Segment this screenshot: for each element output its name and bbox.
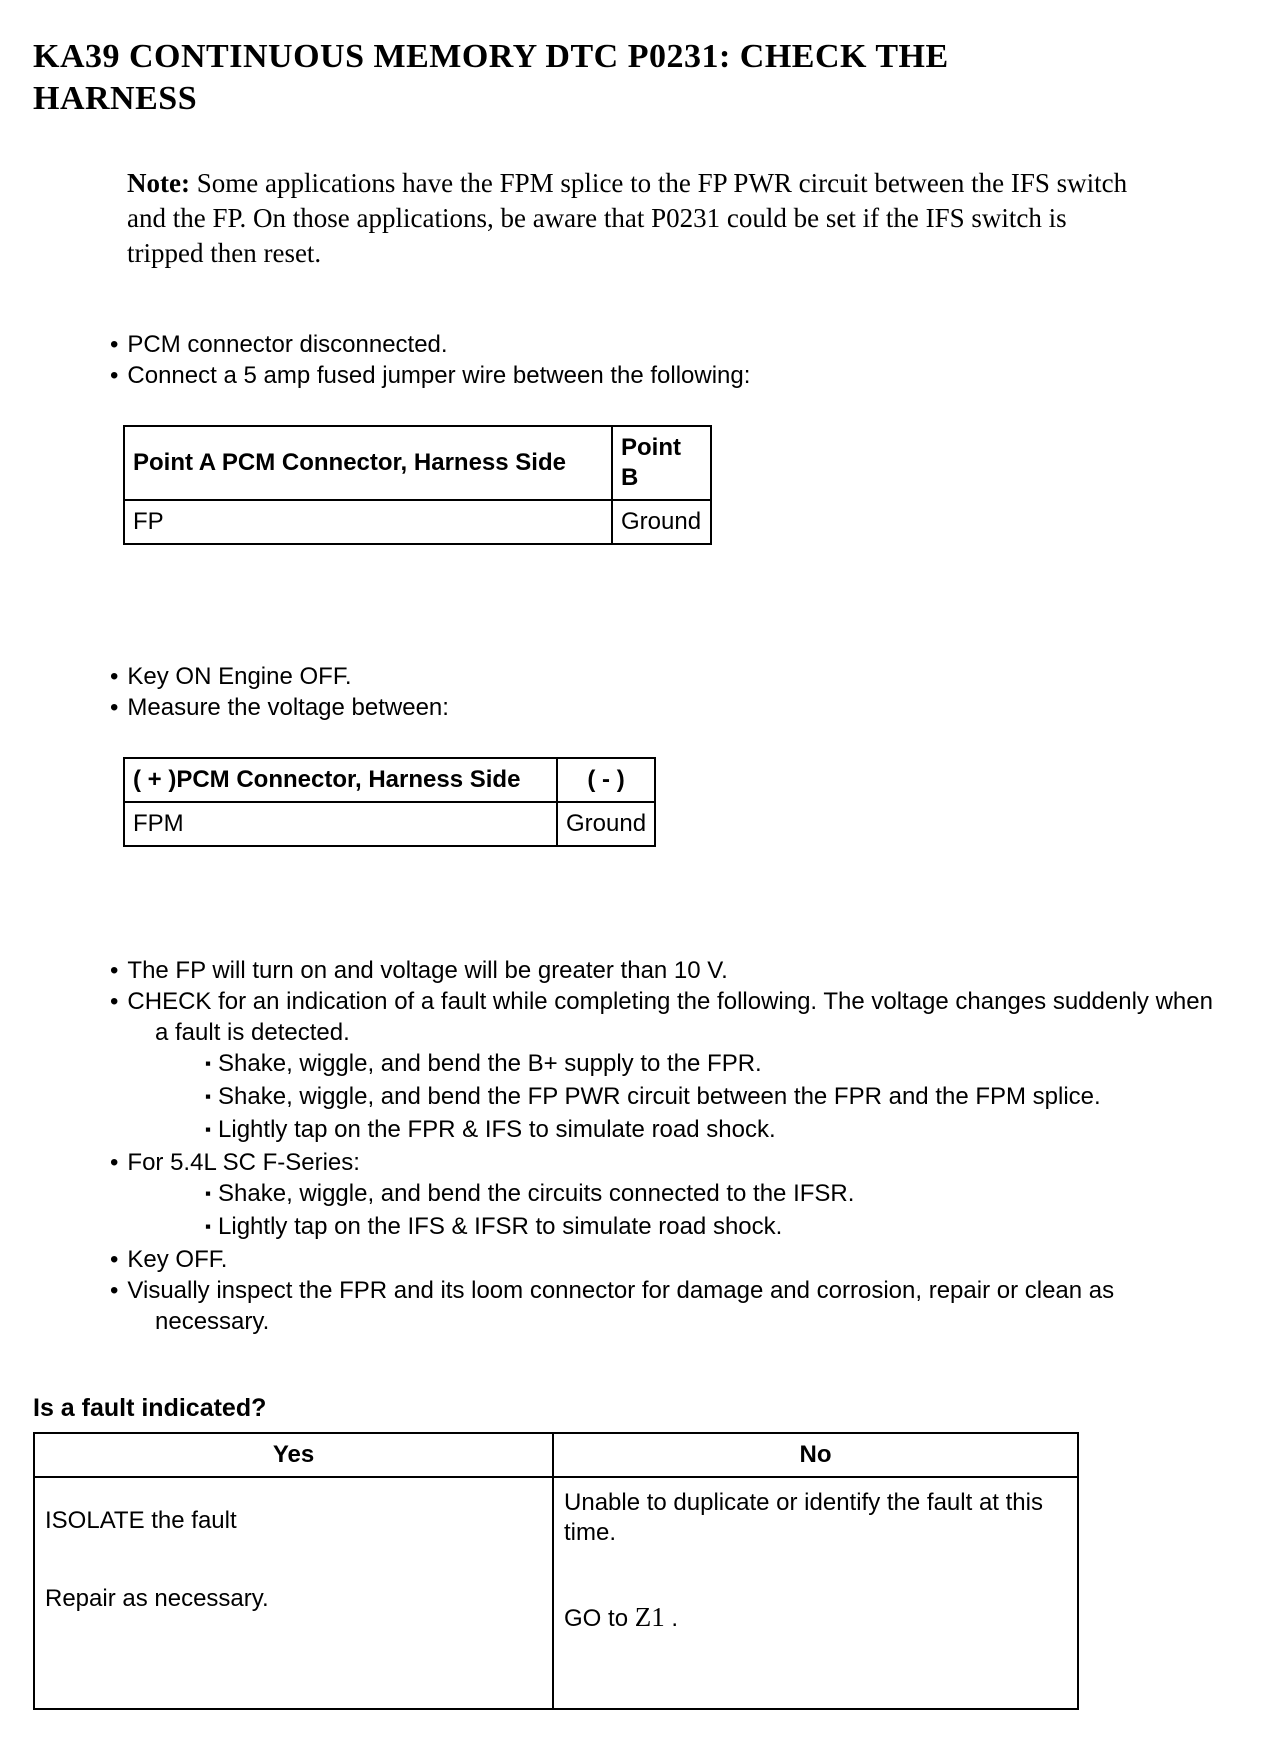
procedure-list-measure — [110, 661, 1224, 723]
table-cell: FPM — [124, 802, 557, 846]
list-item — [110, 986, 1224, 1147]
table-header-row — [34, 1433, 1078, 1477]
table-row — [34, 1477, 1078, 1709]
fault-question-heading: Is a fault indicated? — [33, 1394, 267, 1422]
note-text: Some applications have the FPM splice to the FP PWR circuit between the IFS switch and the FP. On those applications, be aware that P0231 could be set if the IFS switch is tripped then reset. — [127, 168, 1128, 268]
list-item — [110, 360, 1224, 391]
yes-action-text: Repair as necessary. — [45, 1585, 269, 1612]
sub-list — [205, 1178, 1224, 1244]
table-header-cell: ( + )PCM Connector, Harness Side — [124, 758, 557, 802]
result-decision-table — [33, 1432, 1079, 1710]
sub-list-item-text: Lightly tap on the IFS & IFSR to simulate road shock. — [218, 1213, 783, 1240]
list-item — [110, 1244, 1224, 1275]
procedure-list-checks — [110, 955, 1224, 1337]
list-item-text: Key ON Engine OFF. — [127, 663, 352, 690]
sub-list-item-text: Shake, wiggle, and bend the circuits connected to the IFSR. — [218, 1180, 855, 1207]
sub-list — [205, 1048, 1224, 1147]
goto-suffix: . — [664, 1605, 679, 1632]
goto-prefix: GO to — [564, 1605, 635, 1632]
yes-action-text: ISOLATE the fault — [45, 1507, 237, 1534]
list-item — [110, 1147, 1224, 1244]
list-item-text: PCM connector disconnected. — [127, 331, 448, 358]
page-title: KA39 CONTINUOUS MEMORY DTC P0231: CHECK THE HARNESS — [33, 38, 949, 117]
table-header-row — [124, 758, 655, 802]
yes-header-cell: Yes — [34, 1433, 553, 1477]
procedure-list-setup — [110, 329, 1224, 391]
list-item-text: Visually inspect the FPR and its loom connector for damage and corrosion, repair or clean as necessary. — [127, 1277, 1115, 1335]
list-item-text: Connect a 5 amp fused jumper wire between the following: — [127, 362, 751, 389]
table-header-row — [124, 426, 711, 500]
voltage-measurement-table — [123, 757, 656, 847]
goto-z1-link[interactable]: Z1 — [634, 1602, 665, 1632]
note-paragraph — [127, 166, 1134, 271]
list-item-text: The FP will turn on and voltage will be greater than 10 V. — [127, 957, 728, 984]
table-cell: Ground — [557, 802, 655, 846]
sub-list-item — [205, 1211, 1224, 1244]
sub-list-item — [205, 1178, 1224, 1211]
jumper-connection-table — [123, 425, 712, 545]
list-item — [110, 692, 1224, 723]
list-item-text: CHECK for an indication of a fault while completing the following. The voltage changes suddenly when a fault is detected. — [127, 988, 1213, 1046]
table-header-cell: Point B — [612, 426, 711, 500]
sub-list-item — [205, 1048, 1224, 1081]
no-result-text: Unable to duplicate or identify the fault at this time. — [564, 1489, 1043, 1546]
no-header-cell: No — [553, 1433, 1078, 1477]
list-item — [110, 661, 1224, 692]
list-item — [110, 1275, 1224, 1337]
note-label: Note: — [127, 168, 190, 198]
table-header-cell: ( - ) — [557, 758, 655, 802]
table-cell: Ground — [612, 500, 711, 544]
table-cell: FP — [124, 500, 612, 544]
table-header-cell: Point A PCM Connector, Harness Side — [124, 426, 612, 500]
sub-list-item-text: Lightly tap on the FPR & IFS to simulate road shock. — [218, 1116, 776, 1143]
goto-line — [564, 1602, 1067, 1634]
list-item — [110, 329, 1224, 360]
sub-list-item-text: Shake, wiggle, and bend the FP PWR circuit between the FPR and the FPM splice. — [218, 1083, 1101, 1110]
yes-cell — [34, 1477, 553, 1709]
sub-list-item-text: Shake, wiggle, and bend the B+ supply to the FPR. — [218, 1050, 762, 1077]
table-row — [124, 802, 655, 846]
no-cell — [553, 1477, 1078, 1709]
list-item — [110, 955, 1224, 986]
list-item-text: For 5.4L SC F-Series: — [127, 1149, 360, 1176]
list-item-text: Measure the voltage between: — [127, 694, 449, 721]
table-row — [124, 500, 711, 544]
list-item-text: Key OFF. — [127, 1246, 228, 1273]
sub-list-item — [205, 1114, 1224, 1147]
sub-list-item — [205, 1081, 1224, 1114]
